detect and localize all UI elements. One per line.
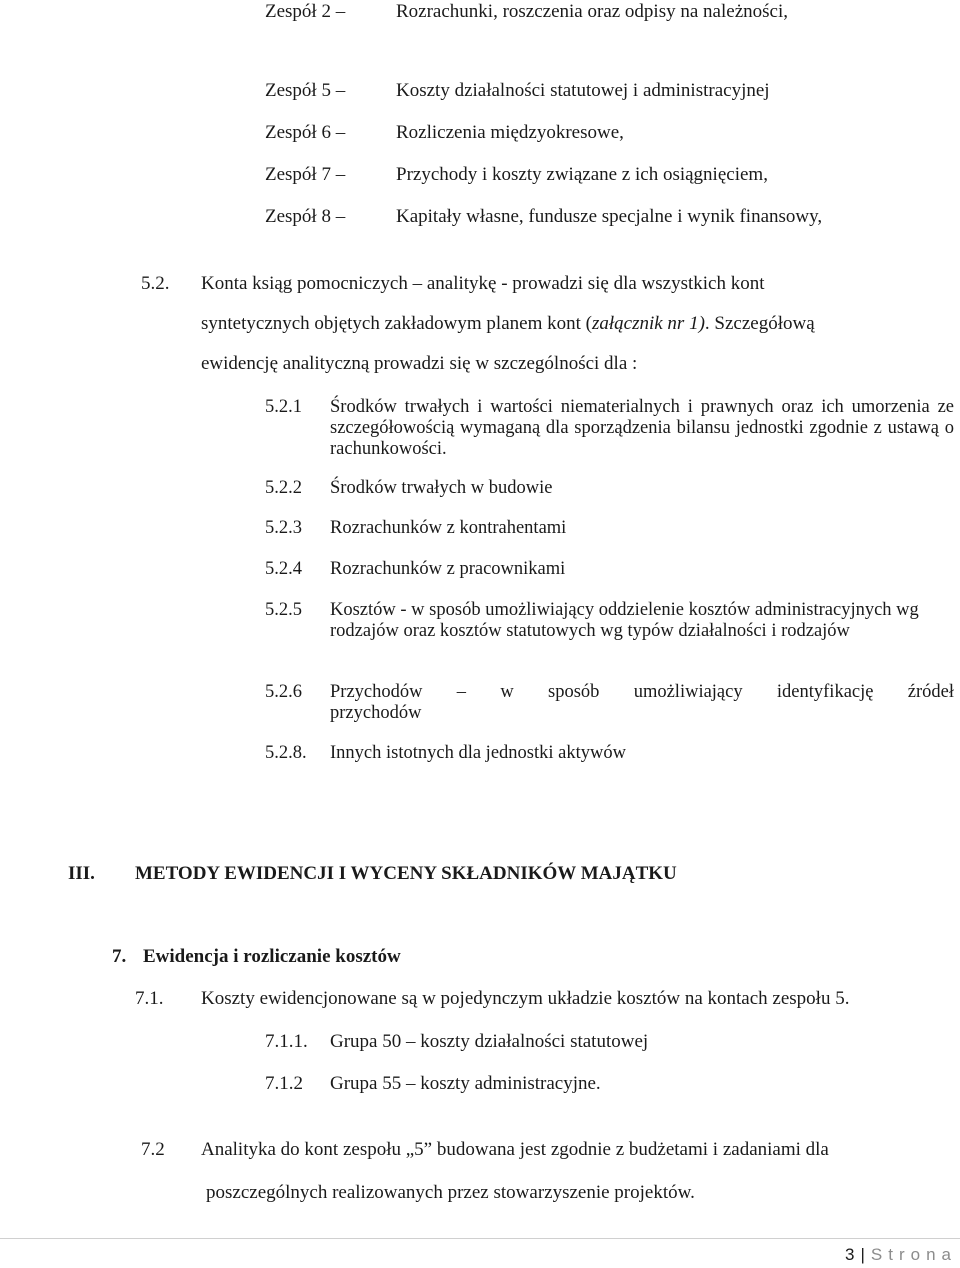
section-5-2-line-2-start: syntetycznych objętych zakładowym planem kont ( <box>201 313 592 334</box>
item-5-2-6-line-2: przychodów <box>330 703 422 723</box>
item-5-2-2-number: 5.2.2 <box>265 478 302 498</box>
page-number: 3 <box>845 1245 855 1264</box>
item-5-2-3-text: Rozrachunków z kontrahentami <box>330 518 567 538</box>
paragraph-7-1-2-text: Grupa 55 – koszty administracyjne. <box>330 1073 601 1094</box>
paragraph-7-1-text: Koszty ewidencjonowane są w pojedynczym układzie kosztów na kontach zespołu 5. <box>201 988 850 1009</box>
paragraph-7-1-2-number: 7.1.2 <box>265 1073 303 1094</box>
paragraph-7-2-line-1: Analityka do kont zespołu „5” budowana jest zgodnie z budżetami i zadaniami dla <box>201 1139 829 1160</box>
attachment-reference: załącznik nr 1) <box>591 313 705 334</box>
zespol-7-description: Przychody i koszty związane z ich osiągnięciem, <box>396 164 768 185</box>
page-separator: | <box>860 1245 865 1264</box>
section-5-2-line-2-end: . Szczegółową <box>704 313 815 334</box>
footer-divider <box>0 1238 960 1239</box>
zespol-6-number: Zespół 6 – <box>265 122 346 143</box>
item-5-2-1-text: Środków trwałych i wartości niematerialnych i prawnych oraz ich umorzenia ze szczegółowością wymaganą dla sporządzenia bilansu jednostki zgodnie z ustawą o rachunkowości. <box>330 397 954 459</box>
section-5-2-number: 5.2. <box>141 273 170 294</box>
item-5-2-6-line-1: Przychodów – w sposób umożliwiający identyfikację źródeł <box>330 682 954 702</box>
item-5-2-8-text: Innych istotnych dla jednostki aktywów <box>330 743 626 763</box>
zespol-2-number: Zespół 2 – <box>265 1 346 22</box>
item-5-2-1-number: 5.2.1 <box>265 397 302 417</box>
item-5-2-2-text: Środków trwałych w budowie <box>330 478 553 498</box>
item-5-2-8-number: 5.2.8. <box>265 743 307 763</box>
paragraph-7-1-1-number: 7.1.1. <box>265 1031 308 1052</box>
zespol-5-description: Koszty działalności statutowej i administracyjnej <box>396 80 770 101</box>
zespol-7-number: Zespół 7 – <box>265 164 346 185</box>
item-5-2-3-number: 5.2.3 <box>265 518 302 538</box>
zespol-8-description: Kapitały własne, fundusze specjalne i wynik finansowy, <box>396 206 823 227</box>
paragraph-7-2-line-2: poszczególnych realizowanych przez stowarzyszenie projektów. <box>206 1182 695 1203</box>
zespol-2-description: Rozrachunki, roszczenia oraz odpisy na należności, <box>396 1 788 22</box>
paragraph-7-2-number: 7.2 <box>141 1139 165 1160</box>
page-label: Strona <box>870 1245 957 1264</box>
section-5-2-line-3: ewidencję analityczną prowadzi się w szczególności dla : <box>201 353 638 374</box>
paragraph-7-1-number: 7.1. <box>135 988 164 1009</box>
section-iii-number: III. <box>68 863 95 884</box>
paragraph-7-1-1-text: Grupa 50 – koszty działalności statutowej <box>330 1031 649 1052</box>
section-iii-title: METODY EWIDENCJI I WYCENY SKŁADNIKÓW MAJĄTKU <box>135 863 677 884</box>
item-5-2-6-number: 5.2.6 <box>265 682 302 702</box>
item-5-2-5-number: 5.2.5 <box>265 600 302 620</box>
zespol-5-number: Zespół 5 – <box>265 80 346 101</box>
page-footer <box>845 1245 957 1265</box>
section-5-2-line-1: Konta ksiąg pomocniczych – analitykę - prowadzi się dla wszystkich kont <box>201 273 765 294</box>
item-5-2-5-text: Kosztów - w sposób umożliwiający oddzielenie kosztów administracyjnych wg rodzajów oraz kosztów statutowych wg typów działalności i rodzajów <box>330 600 919 641</box>
heading-7-title: Ewidencja i rozliczanie kosztów <box>143 946 401 967</box>
zespol-8-number: Zespół 8 – <box>265 206 346 227</box>
heading-7-number: 7. <box>112 946 127 967</box>
zespol-6-description: Rozliczenia międzyokresowe, <box>396 122 624 143</box>
item-5-2-4-number: 5.2.4 <box>265 559 302 579</box>
section-5-2-line-2 <box>201 313 815 335</box>
item-5-2-4-text: Rozrachunków z pracownikami <box>330 559 566 579</box>
